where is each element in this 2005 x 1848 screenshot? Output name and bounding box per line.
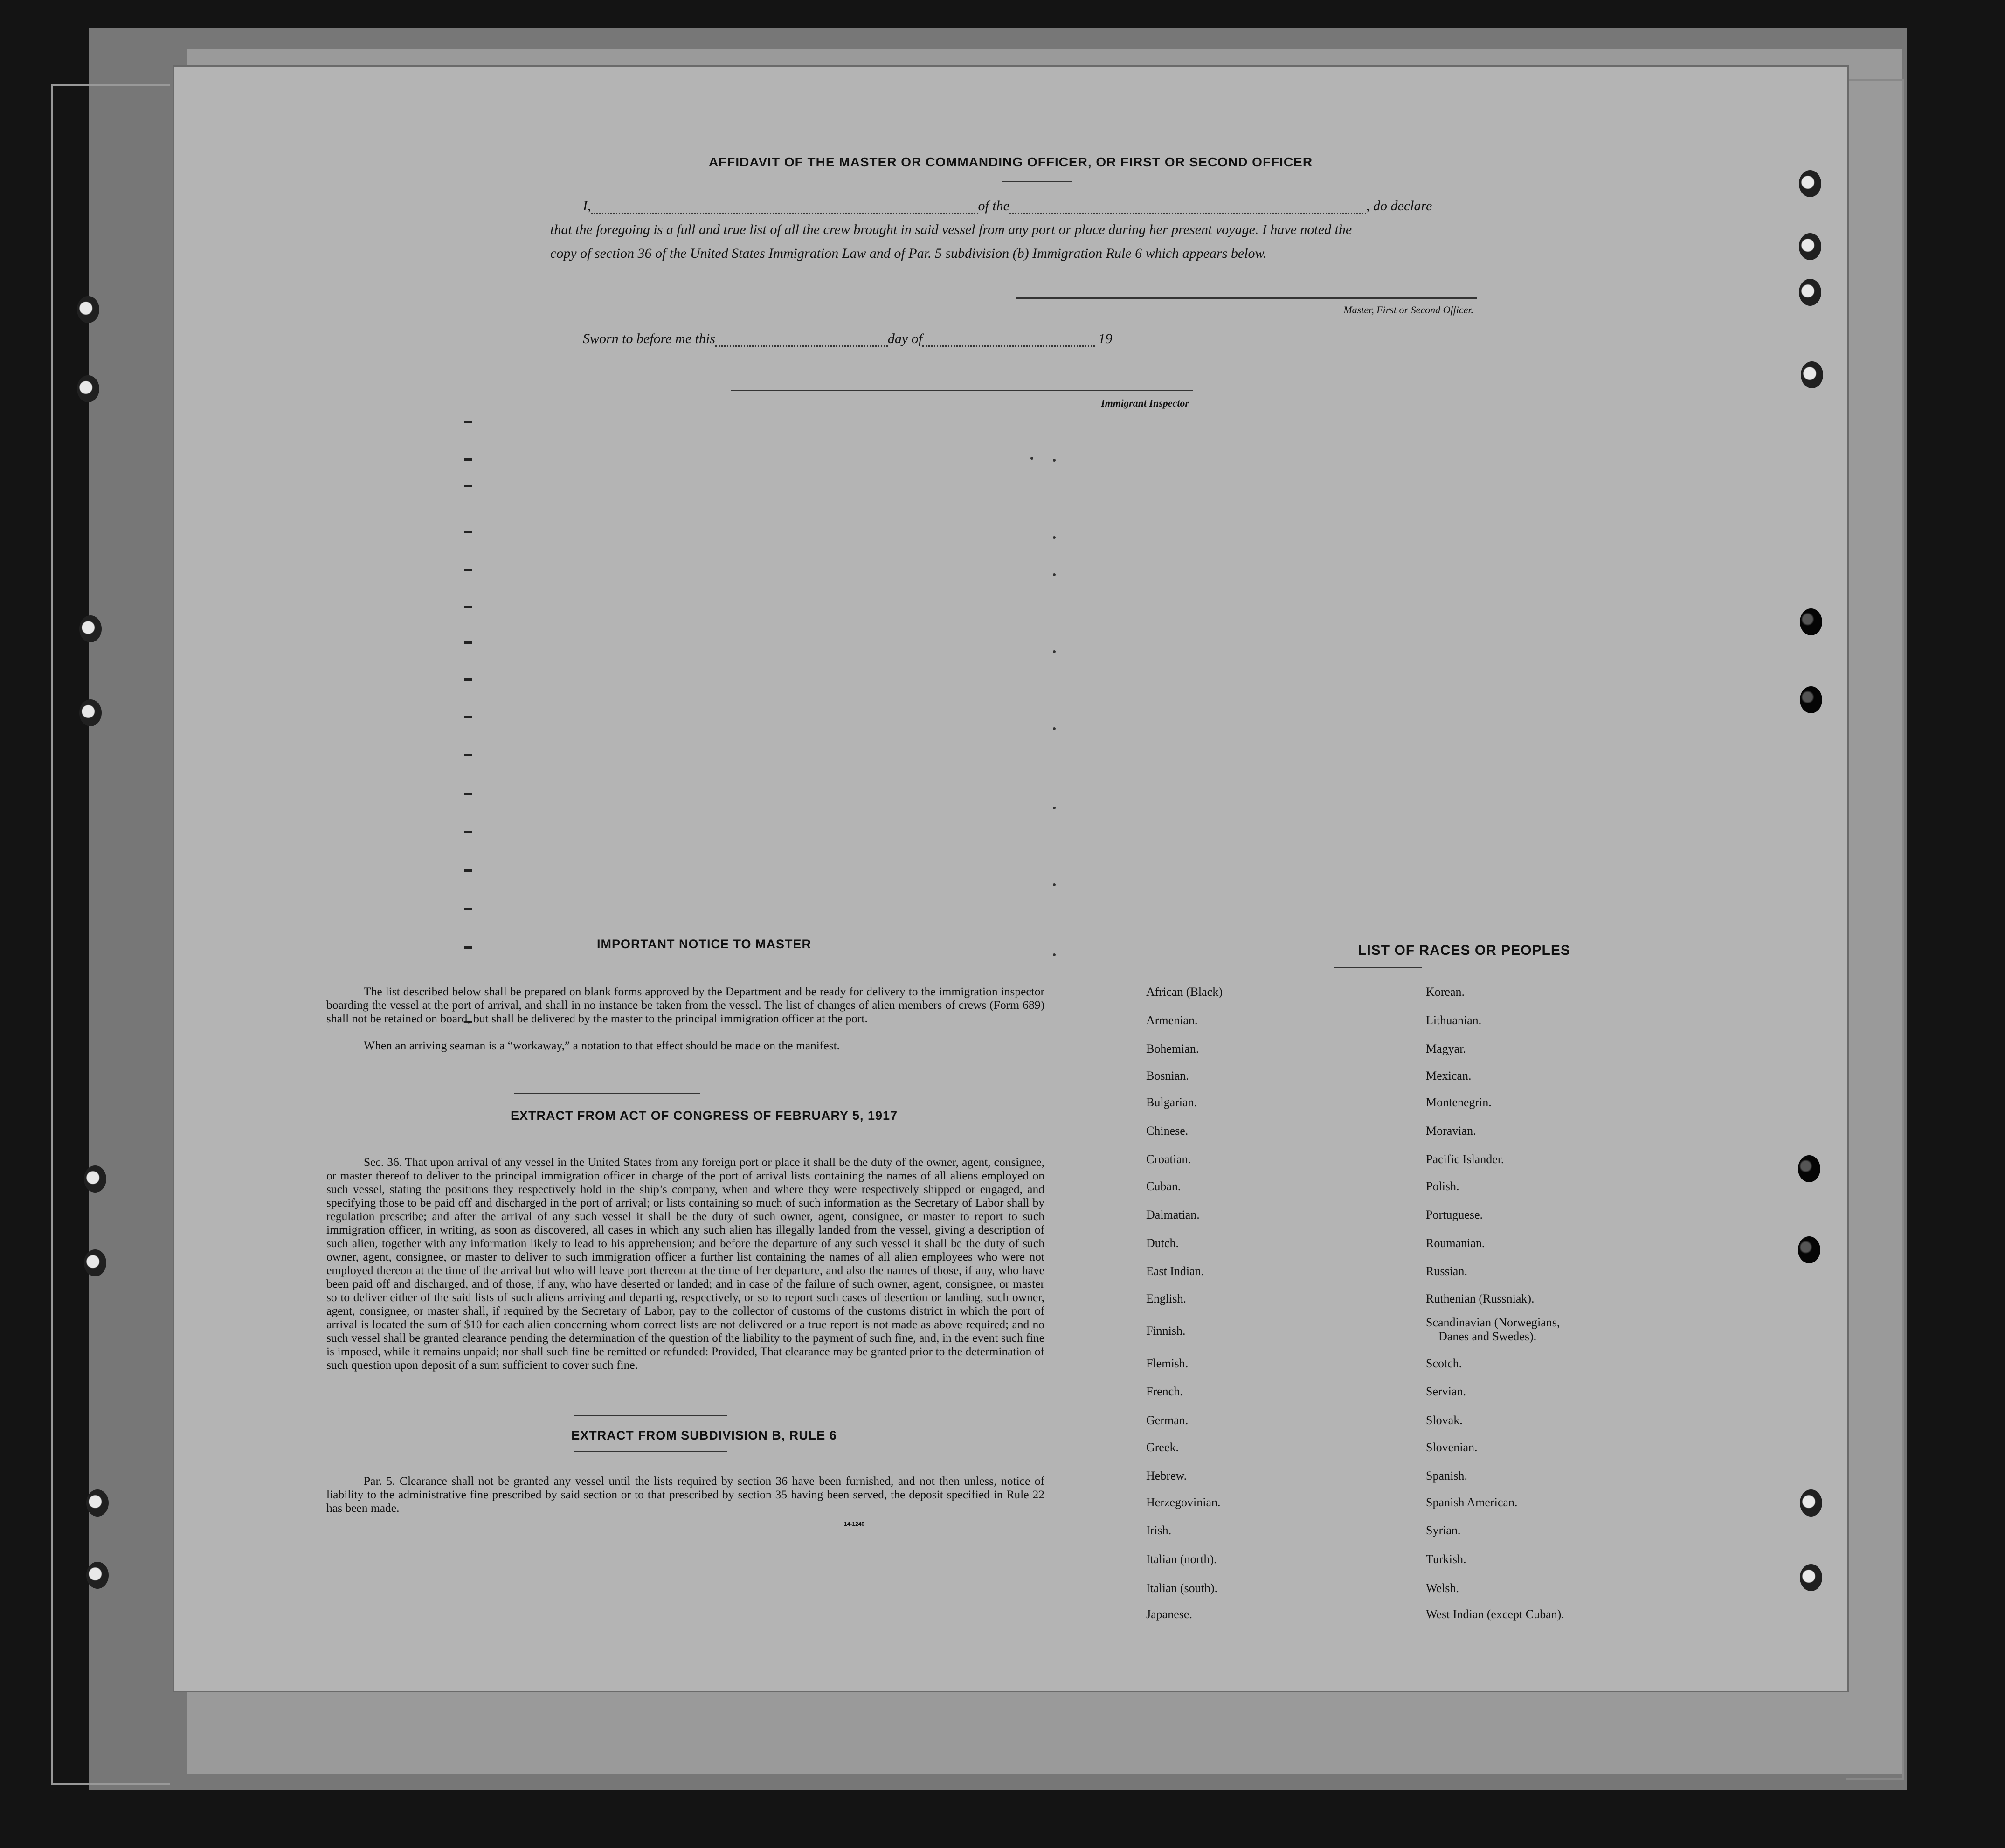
- affidavit-i-label: I,: [583, 198, 591, 214]
- affidavit-title: AFFIDAVIT OF THE MASTER OR COMMANDING OFFICER, OR FIRST OR SECOND OFFICER: [708, 155, 1313, 169]
- race-item: Finnish.: [1146, 1324, 1186, 1338]
- punch-hole-icon: [86, 1562, 109, 1589]
- race-item: Bulgarian.: [1146, 1096, 1197, 1109]
- race-item: Ruthenian (Russniak).: [1426, 1292, 1535, 1305]
- race-item: Italian (north).: [1146, 1552, 1217, 1566]
- punch-hole-icon: [84, 1165, 106, 1193]
- race-item: West Indian (except Cuban).: [1426, 1607, 1564, 1621]
- notice-paragraph-2: When an arriving seaman is a “workaway,” a notation to that effect should be made on the manifest.: [364, 1039, 840, 1052]
- sworn-line: [583, 331, 1282, 347]
- race-item: Roumanian.: [1426, 1236, 1485, 1250]
- punch-hole-icon: [84, 1249, 106, 1276]
- master-signature-caption: Master, First or Second Officer.: [1343, 304, 1473, 316]
- punch-hole-icon: [1800, 1489, 1822, 1517]
- affidavit-of-label: of the: [978, 198, 1009, 214]
- race-item: Spanish American.: [1426, 1496, 1518, 1509]
- race-item: Polish.: [1426, 1179, 1459, 1193]
- punch-hole-icon: [79, 615, 102, 642]
- sworn-day-blank[interactable]: [715, 345, 888, 347]
- residual-dot: [1053, 459, 1056, 462]
- affidavit-line-3: copy of section 36 of the United States Immigration Law and of Par. 5 subdivision (b) Immigration Rule 6 which appears below.: [550, 246, 1267, 261]
- race-item: Welsh.: [1426, 1581, 1459, 1595]
- race-item: Bosnian.: [1146, 1069, 1189, 1083]
- residual-dot: [1053, 953, 1056, 956]
- race-item: Russian.: [1426, 1264, 1467, 1278]
- punch-hole-icon: [1801, 361, 1823, 388]
- margin-dash: [464, 531, 472, 533]
- race-item: French.: [1146, 1385, 1183, 1398]
- margin-dash: [464, 869, 472, 872]
- race-item: Cuban.: [1146, 1179, 1181, 1193]
- punch-hole-icon: [1800, 1564, 1822, 1591]
- margin-dash: [464, 458, 472, 461]
- margin-dash: [464, 831, 472, 833]
- sworn-year-label: 19: [1098, 331, 1113, 346]
- punch-hole-icon: [1798, 1236, 1820, 1263]
- affidavit-line-1: [583, 198, 1655, 214]
- race-item: Hebrew.: [1146, 1469, 1187, 1483]
- page-edge-left: [51, 84, 170, 1785]
- race-item: Slovak.: [1426, 1414, 1463, 1427]
- races-title-rule: [1334, 967, 1422, 968]
- sworn-day-label: day of: [887, 331, 923, 346]
- notice-title: IMPORTANT NOTICE TO MASTER: [597, 937, 811, 951]
- race-item: Greek.: [1146, 1441, 1179, 1454]
- margin-dash: [464, 716, 472, 718]
- race-item: Portuguese.: [1426, 1208, 1483, 1221]
- race-item: Magyar.: [1426, 1042, 1466, 1055]
- race-item: Lithuanian.: [1426, 1014, 1482, 1027]
- margin-dash: [464, 678, 472, 681]
- margin-dash: [464, 641, 472, 644]
- race-item: Slovenian.: [1426, 1441, 1478, 1454]
- affidavit-title-rule: [1002, 181, 1072, 182]
- race-item: German.: [1146, 1414, 1189, 1427]
- race-item: Scandinavian (Norwegians,: [1426, 1316, 1560, 1329]
- residual-dot: [1053, 883, 1056, 886]
- punch-hole-icon: [1800, 608, 1822, 635]
- race-item: Mexican.: [1426, 1069, 1472, 1083]
- margin-dash: [464, 793, 472, 795]
- act-extract-title: EXTRACT FROM ACT OF CONGRESS OF FEBRUARY 5, 1917: [510, 1109, 898, 1123]
- sworn-label: Sworn to before me this: [583, 331, 715, 346]
- race-item: Montenegrin.: [1426, 1096, 1492, 1109]
- affidavit-declare-label: , do declare: [1366, 198, 1432, 214]
- race-item: Flemish.: [1146, 1357, 1189, 1370]
- punch-hole-icon: [1799, 233, 1821, 260]
- vessel-blank[interactable]: [1009, 213, 1366, 214]
- name-blank[interactable]: [591, 213, 978, 214]
- race-item: Scotch.: [1426, 1357, 1462, 1370]
- residual-dot: [1053, 727, 1056, 730]
- act-extract-text: Sec. 36. That upon arrival of any vessel in the United States from any foreign port or place it shall be the duty of the owner, agent, consignee, or master thereof to deliver to the principal immigration officer in charge of the port of arrival lists containing the names of all aliens employed on such vessel, stating the positions they respectively hold in the ship’s company, when and where they were respectively shipped or engaged, and specifying those to be paid off and discharged in the port of arrival; or lists containing so much of such information as the Secretary of Labor shall by regulation prescribe; and after the arrival of any such vessel it shall be the duty of such owner, agent, consignee, or master to report to such immigration officer, in writing, as soon as discovered, all cases in which any such alien has illegally landed from the vessel, giving a description of such alien, together with any information likely to lead to his apprehension; and before the departure of any such vessel it shall be the duty of such owner, agent, consignee, or master to deliver to such immigration officer a further list containing the names of all alien employees who were not employed thereon at the time of the arrival but who will leave port thereon at the time of her departure, and also the names of those, if any, who have been paid off and discharged, and of those, if any, who have deserted or landed; and in case of the failure of such owner, agent, consignee, or master so to deliver either of the said lists of such aliens arriving and departing, respectively, or so to report such cases of desertion or landing, such owner, agent, consignee, or master shall, if required by the Secretary of Labor, pay to the collector of customs of the customs district in which the port of arrival is located the sum of $10 for each alien concerning whom correct lists are not delivered or a true report is not made as above required; and no such vessel shall be granted clearance pending the determination of the question of the liability to the payment of such fine, and, in the event such fine is imposed, while it remains unpaid; nor shall such fine be remitted or refunded: Provided, That clearance may be granted prior to the determination of such question upon deposit of a sum sufficient to cover such fine.: [326, 1155, 1044, 1372]
- race-item: Japanese.: [1146, 1607, 1192, 1621]
- punch-hole-icon: [79, 699, 102, 726]
- manifest-page: [173, 65, 1849, 1692]
- margin-dash: [464, 569, 472, 571]
- race-item: Dutch.: [1146, 1236, 1179, 1250]
- race-item: Herzegovinian.: [1146, 1496, 1221, 1509]
- race-item: Chinese.: [1146, 1124, 1189, 1138]
- rule-extract-title: EXTRACT FROM SUBDIVISION B, RULE 6: [571, 1428, 837, 1442]
- race-item: Syrian.: [1426, 1524, 1461, 1537]
- page-edge-right: [1846, 79, 1904, 1780]
- affidavit-line-2: that the foregoing is a full and true list of all the crew brought in said vessel from any port or place during her present voyage. I have noted the: [550, 222, 1352, 237]
- punch-hole-icon: [1799, 170, 1821, 197]
- inspector-signature-line[interactable]: [731, 390, 1193, 391]
- race-item: Moravian.: [1426, 1124, 1476, 1138]
- margin-dash: [464, 606, 472, 608]
- race-item: Bohemian.: [1146, 1042, 1199, 1055]
- residual-dot: [1030, 457, 1033, 460]
- act-divider: [574, 1415, 727, 1416]
- form-number: 14-1240: [844, 1521, 865, 1527]
- rule-extract-text: Par. 5. Clearance shall not be granted any vessel until the lists required by section 36 have been furnished, and not then unless, notice of liability to the administrative fine prescribed by said section or to that prescribed by section 35 having been served, the deposit specified in Rule 22 has been made.: [326, 1474, 1044, 1515]
- punch-hole-icon: [1799, 279, 1821, 306]
- residual-dot: [1053, 573, 1056, 576]
- race-item: Turkish.: [1426, 1552, 1466, 1566]
- notice-paragraph-1: The list described below shall be prepared on blank forms approved by the Department and be ready for delivery to the immigration inspector boarding the vessel at the port of arrival, and shall in no instance be taken from the vessel. The list of changes of alien members of crews (Form 689) shall not be retained on board, but shall be delivered by the master to the principal immigration officer at the port.: [326, 985, 1044, 1025]
- race-item: Spanish.: [1426, 1469, 1467, 1483]
- race-item: Danes and Swedes).: [1438, 1330, 1537, 1343]
- residual-dot: [1053, 650, 1056, 653]
- race-item: Armenian.: [1146, 1014, 1198, 1027]
- race-item: Dalmatian.: [1146, 1208, 1200, 1221]
- race-item: Irish.: [1146, 1524, 1172, 1537]
- race-item: Pacific Islander.: [1426, 1152, 1504, 1166]
- notice-divider: [514, 1093, 700, 1094]
- punch-hole-icon: [1798, 1155, 1820, 1182]
- sworn-month-blank[interactable]: [922, 345, 1095, 347]
- margin-dash: [464, 485, 472, 487]
- race-item: Italian (south).: [1146, 1581, 1218, 1595]
- punch-hole-icon: [86, 1489, 109, 1517]
- rule-title-divider: [574, 1451, 727, 1452]
- residual-dot: [1053, 807, 1056, 809]
- master-signature-line[interactable]: [1016, 297, 1477, 299]
- margin-dash: [464, 421, 472, 423]
- race-item: Servian.: [1426, 1385, 1466, 1398]
- margin-dash: [464, 908, 472, 910]
- punch-hole-icon: [1800, 686, 1822, 713]
- race-item: African (Black): [1146, 985, 1223, 999]
- residual-dot: [1053, 536, 1056, 539]
- race-item: East Indian.: [1146, 1264, 1204, 1278]
- race-item: English.: [1146, 1292, 1186, 1305]
- punch-hole-icon: [77, 296, 99, 323]
- inspector-caption: Immigrant Inspector: [1101, 397, 1189, 409]
- race-item: Croatian.: [1146, 1152, 1191, 1166]
- margin-dash: [464, 754, 472, 756]
- race-item: Korean.: [1426, 985, 1465, 999]
- races-title: LIST OF RACES OR PEOPLES: [1358, 943, 1570, 958]
- punch-hole-icon: [77, 375, 99, 402]
